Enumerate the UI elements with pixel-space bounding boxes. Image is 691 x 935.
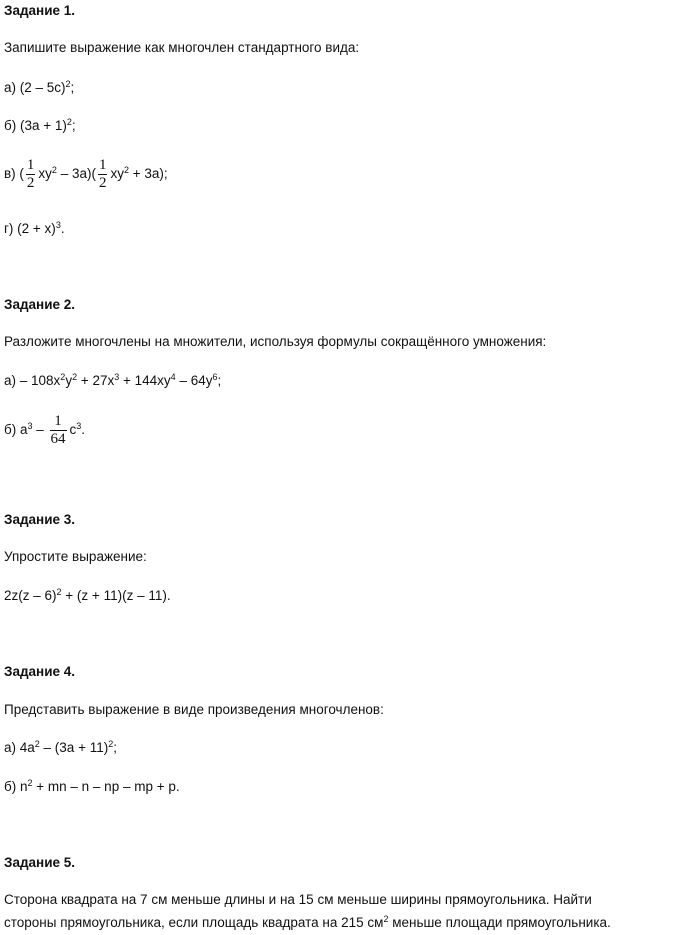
task1-item-g: г) $(2 + x)^3$. <box>4 220 65 236</box>
fraction: $\frac{1}{64}$ <box>50 413 66 447</box>
fraction: $\frac{1}{2}$ <box>98 157 107 191</box>
task1-item-a: а) (2 – 5c)$^2$; <box>4 79 75 95</box>
task4-item-a: а) $4a^2 - (3a + 11)^2$; <box>4 739 117 755</box>
task4-instruction: Представить выражение в виде произведения многочленов: <box>4 702 384 717</box>
task1-instruction: Запишите выражение как многочлен стандартного вида: <box>4 40 360 55</box>
fraction: $\frac{1}{2}$ <box>26 157 35 191</box>
task2-item-a: $а) - 108x^2y^2 + 27x^3 + 144xy^4 - 64y^6$; <box>4 372 222 388</box>
task1-item-b: б) $(3a + 1)^2$; <box>4 117 76 133</box>
task5-text-line2: стороны прямоугольника, если площадь квадрата на 215 $см^2$ меньше площади прямоугольника. <box>4 914 611 930</box>
task5-text-line1: Сторона квадрата на 7 см меньше длины и на 15 см меньше ширины прямоугольника. Найти <box>4 892 592 907</box>
task3-instruction: Упростите выражение: <box>4 549 147 564</box>
task3-expression: 2z(z – 6)$^2$ + (z + 11)(z – 11). <box>4 587 171 603</box>
task2-heading: Задание 2. <box>4 297 76 312</box>
task4-item-b: б) $n^2$ + mn – n – np – mp + p. <box>4 778 180 794</box>
task4-heading: Задание 4. <box>4 664 76 679</box>
task5-heading: Задание 5. <box>4 855 76 870</box>
task2-item-b: б) $a^3$ – $\frac{1}{64}$ $c^3$. <box>4 413 86 447</box>
task2-instruction: Разложите многочлены на множители, используя формулы сокращённого умножения: <box>4 334 547 349</box>
task1-item-v: в) ( $\frac{1}{2}$ $xy^2 - 3a$)( $\frac{1}{2}$ $xy^2 + 3a$); <box>4 157 168 191</box>
task3-heading: Задание 3. <box>4 512 76 527</box>
task1-heading: Задание 1. <box>4 3 76 18</box>
